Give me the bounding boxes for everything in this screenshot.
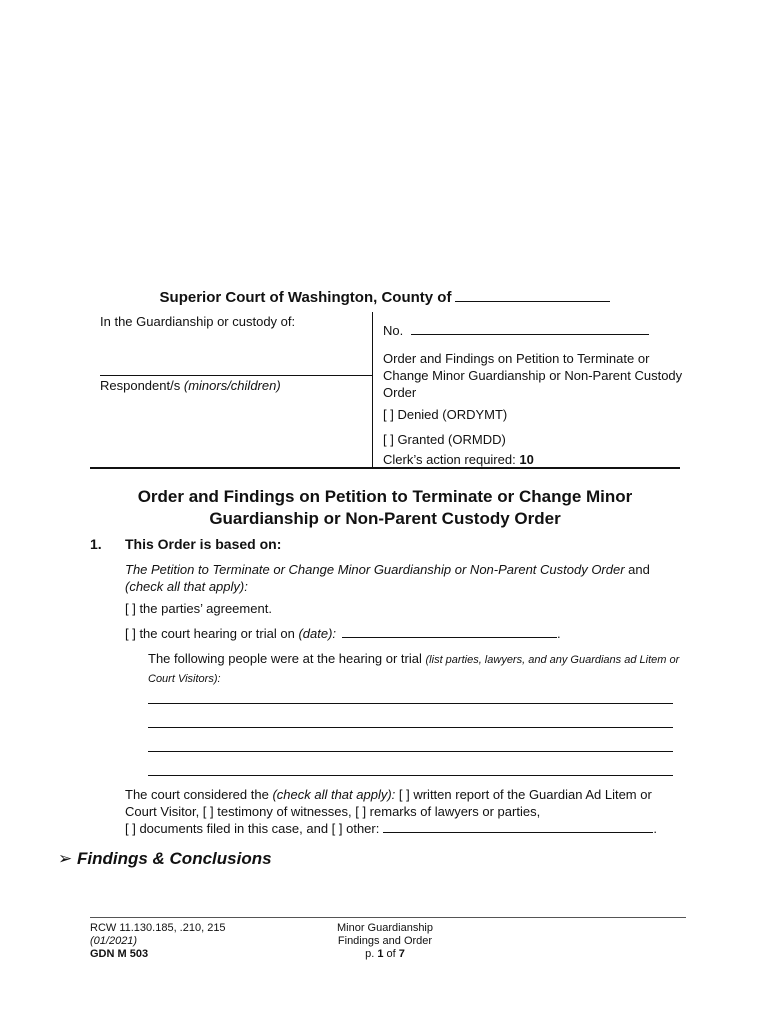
attendees-note: (list parties, lawyers, and any Guardians ad Litem or Court Visitors): <box>148 654 680 685</box>
county-field[interactable] <box>455 287 610 302</box>
court-title-text: Superior Court of Washington, County of <box>159 289 452 306</box>
footer-form-number: GDN M 503 <box>90 948 149 960</box>
caption-bottom-rule <box>90 467 680 469</box>
case-number-field[interactable] <box>411 322 649 335</box>
hearing-checkbox[interactable] <box>125 625 561 641</box>
other-field[interactable] <box>383 820 653 833</box>
caption-divider <box>372 312 373 468</box>
attendees-line[interactable] <box>148 751 673 752</box>
section-number: 1. <box>90 536 102 552</box>
page-title <box>95 486 675 530</box>
clerk-action-value: 10 <box>519 452 534 467</box>
footer-left <box>90 922 226 961</box>
footer-date: (01/2021) <box>90 935 138 947</box>
section-intro <box>125 561 685 595</box>
findings-heading <box>58 849 272 869</box>
caption-doc-title: Order and Findings on Petition to Terminate or Change Minor Guardianship or Non-Parent Custody Order <box>383 351 683 400</box>
hearing-date-label: (date): <box>298 626 337 641</box>
intro-and: and <box>624 562 650 577</box>
findings-heading-text: Findings & Conclusions <box>76 849 272 868</box>
hearing-end: . <box>557 626 561 641</box>
considered-end: . <box>653 821 657 836</box>
intro-petition: The Petition to Terminate or Change Minor Guardianship or Non-Parent Custody Order <box>125 562 625 577</box>
attendees-text: The following people were at the hearing or trial <box>148 651 422 666</box>
respondent-label <box>100 378 281 393</box>
respondent-note: (minors/children) <box>183 378 281 393</box>
considered-check: (check all that apply): <box>272 787 396 802</box>
attendees-instructions <box>148 650 688 688</box>
footer-rule <box>90 917 686 918</box>
page-of: of <box>386 948 396 960</box>
in-the-matter-label: In the Guardianship or custody of: <box>100 314 296 329</box>
respondent-text: Respondent/s <box>100 378 181 393</box>
respondent-name-line[interactable] <box>100 375 372 376</box>
footer-page <box>310 948 460 961</box>
hearing-date-field[interactable] <box>342 625 557 638</box>
hearing-text: [ ] the court hearing or trial on <box>125 626 295 641</box>
page-number: 1 <box>377 948 384 960</box>
attendees-line[interactable] <box>148 727 673 728</box>
clerk-action <box>383 452 534 467</box>
intro-check: (check all that apply): <box>125 579 248 594</box>
case-number <box>383 322 649 338</box>
page-prefix: p. <box>365 948 375 960</box>
denied-checkbox[interactable]: [ ] Denied (ORDYMT) <box>383 407 508 422</box>
arrow-bullet-icon: ➢ <box>58 849 73 868</box>
clerk-action-label: Clerk’s action required: <box>383 452 516 467</box>
granted-checkbox[interactable]: [ ] Granted (ORMDD) <box>383 432 506 447</box>
page-title-line1: Order and Findings on Petition to Terminate or Change Minor <box>137 487 633 506</box>
footer-title1: Minor Guardianship <box>337 922 433 934</box>
page-title-line2: Guardianship or Non-Parent Custody Order <box>209 509 561 528</box>
section-heading: This Order is based on: <box>125 536 282 552</box>
attendees-line[interactable] <box>148 775 673 776</box>
court-title <box>0 287 770 306</box>
footer-center <box>310 922 460 961</box>
considered-documents-other[interactable]: [ ] documents filed in this case, and [ ] other: <box>125 821 380 836</box>
considered-text: The court considered the <box>125 787 269 802</box>
attendees-line[interactable] <box>148 703 673 704</box>
court-considered <box>125 786 685 837</box>
footer-rcw: RCW 11.130.185, .210, 215 <box>90 922 226 934</box>
case-number-label: No. <box>383 323 404 338</box>
considered-options[interactable]: [ ] written report of the Guardian Ad Litem or Court Visitor, [ ] testimony of witnesses, [ ] remarks of lawyers or parties, <box>125 787 652 819</box>
agreement-checkbox[interactable]: [ ] the parties’ agreement. <box>125 601 272 616</box>
page-total: 7 <box>398 948 405 960</box>
footer-title2: Findings and Order <box>337 935 433 947</box>
